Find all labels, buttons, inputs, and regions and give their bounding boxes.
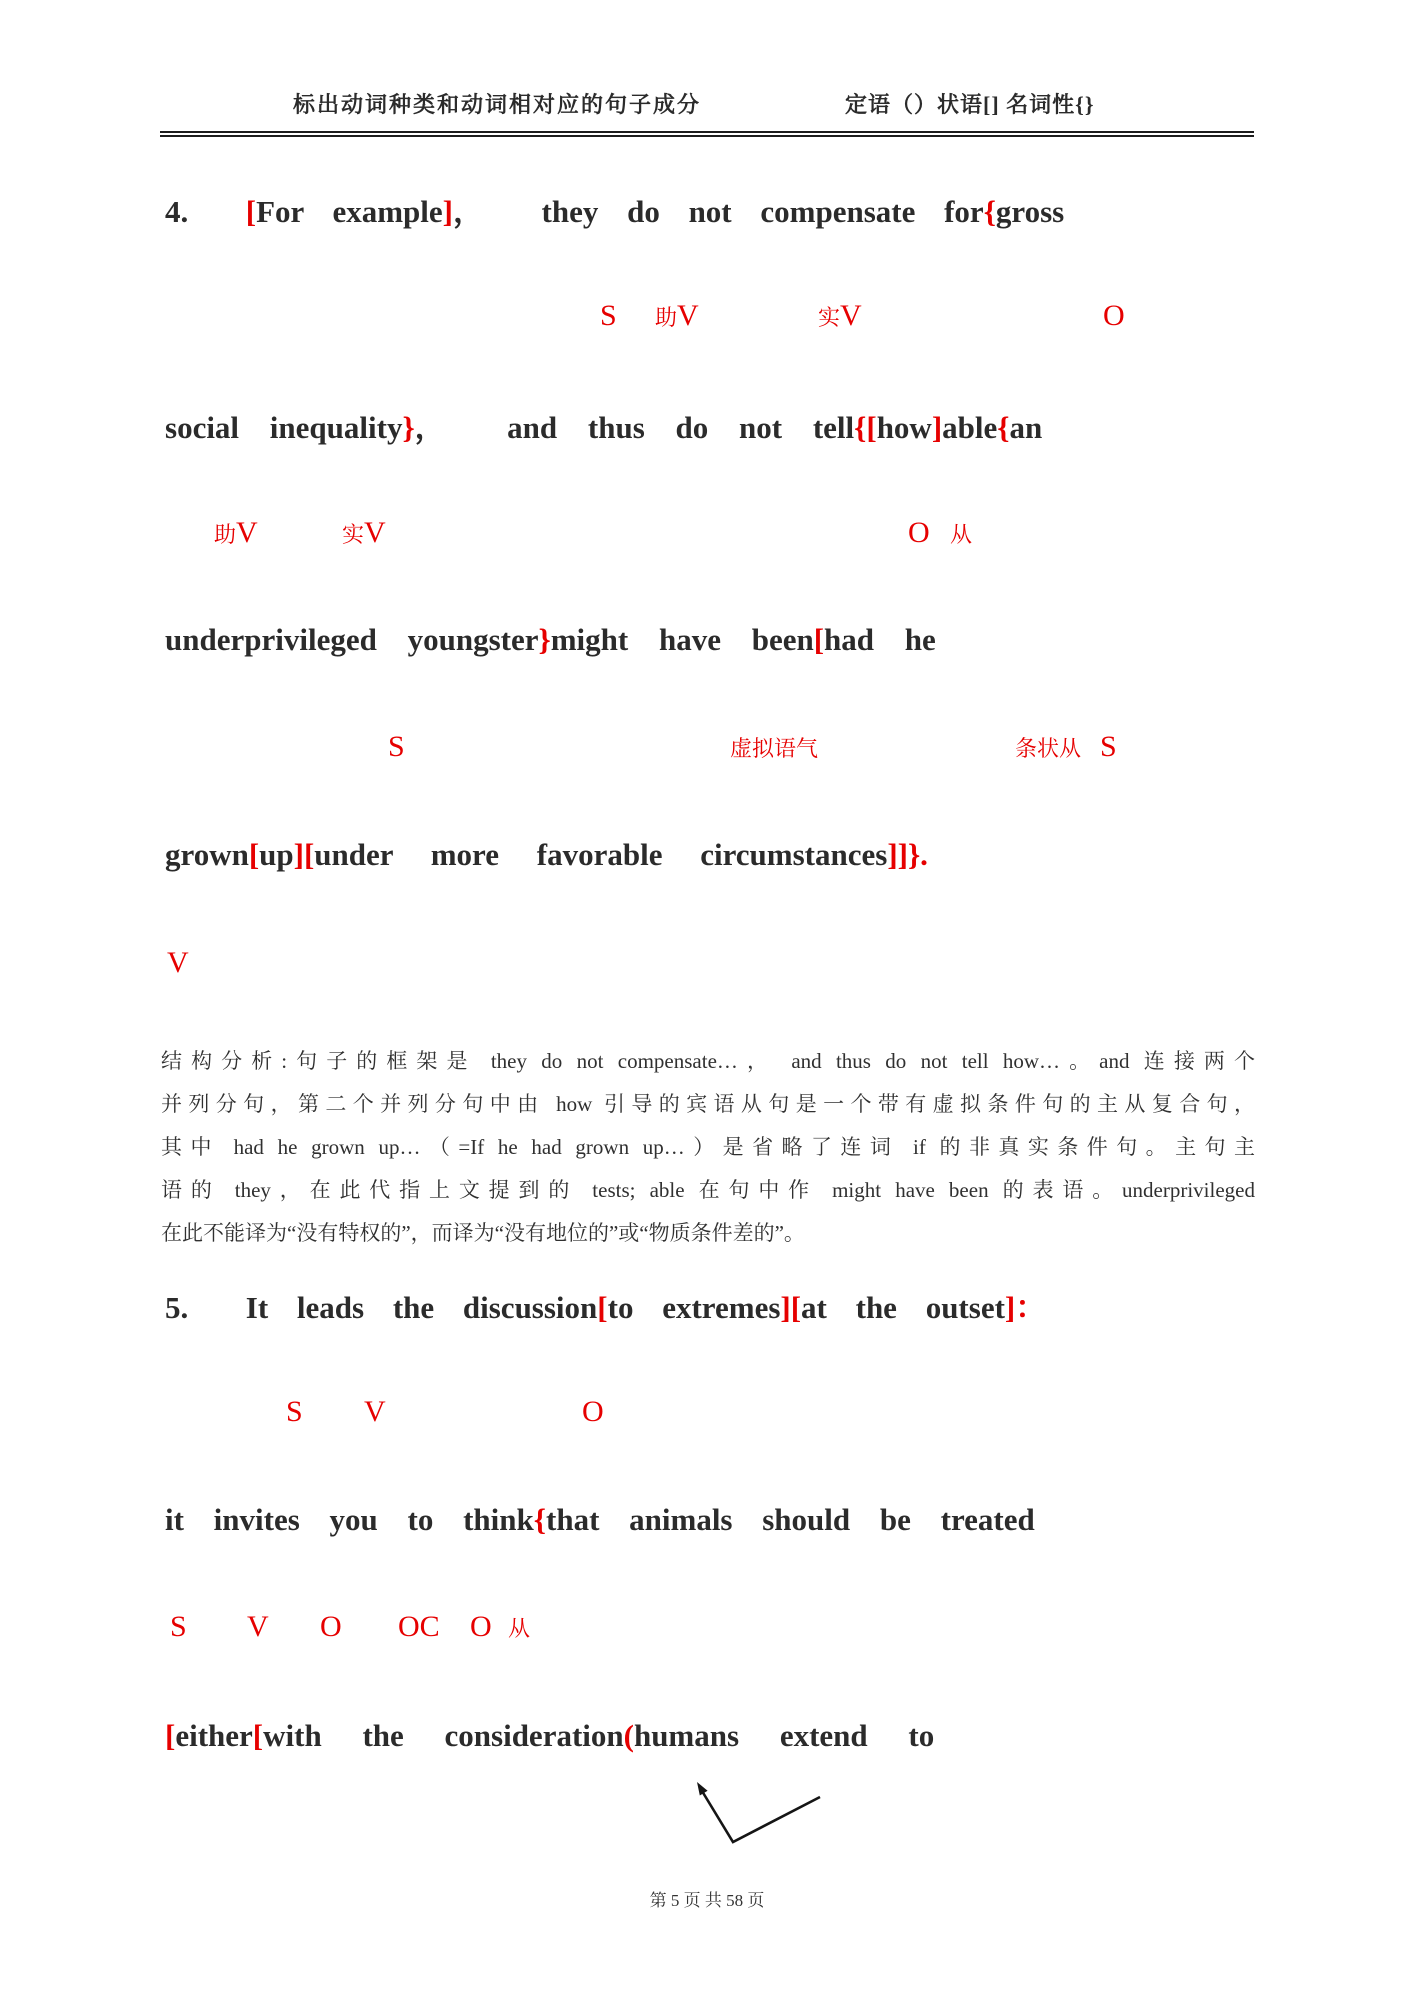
sentence-4-line-3: underprivileged youngster}might have been[had he	[165, 622, 936, 657]
sentence-5-annotation-row-2	[0, 1607, 1414, 1649]
analysis-paragraph-line-3: 其中 had he grown up…（=If he had grown up…）是省略了连词 if 的非真实条件句。主句主	[161, 1135, 1255, 1159]
annotation-main-verb: 实V	[818, 299, 862, 332]
sentence-5-line-1: 5. It leads the discussion[to extremes][at the outset]：	[165, 1290, 1047, 1325]
annotation-object: O	[582, 1395, 604, 1428]
sentence-5-line-2: it invites you to think{that animals should be treated	[165, 1502, 1035, 1537]
sentence-5-line-3: [either[with the consideration(humans extend to	[165, 1718, 935, 1753]
annotation-subject: S	[388, 730, 405, 763]
analysis-paragraph-line-5: 在此不能译为“没有特权的”，而译为“没有地位的”或“物质条件差的”。	[161, 1221, 805, 1245]
annotation-subject: S	[170, 1610, 187, 1643]
annotation-subject: S	[1100, 730, 1117, 763]
annotation-object: O	[320, 1610, 342, 1643]
page-header-left: 标出动词种类和动词相对应的句子成分	[293, 92, 702, 117]
annotation-object-complement: OC	[398, 1610, 440, 1643]
annotation-aux-verb: 助V	[655, 299, 699, 332]
annotation-subject: S	[286, 1395, 303, 1428]
annotation-object: O	[908, 516, 930, 549]
sentence-4-line-4: grown[up][under more favorable circumstances]]}.	[165, 837, 928, 872]
annotation-subject: S	[600, 299, 617, 332]
annotation-clause-marker: 从	[950, 522, 973, 547]
sentence-4-line-1: 4. [For example]， they do not compensate for{gross	[165, 194, 1065, 229]
sentence-5-annotation-row-1	[0, 1392, 1414, 1434]
page-footer: 第 5 页 共 58 页	[649, 1891, 765, 1910]
annotation-clause-marker: 从	[508, 1616, 531, 1641]
sentence-4-annotation-row-1	[0, 296, 1414, 338]
annotation-verb: V	[247, 1610, 269, 1643]
hand-drawn-arrow-icon	[655, 1768, 835, 1853]
sentence-4-annotation-row-4	[0, 943, 1414, 985]
annotation-main-verb: 实V	[342, 516, 386, 549]
annotation-subjunctive-mood: 虚拟语气	[730, 736, 819, 761]
sentence-4-annotation-row-2	[0, 513, 1414, 555]
sentence-4-annotation-row-3	[0, 727, 1414, 769]
annotation-conditional-clause: 条状从	[1015, 736, 1082, 761]
header-rule	[160, 131, 1254, 137]
analysis-paragraph-line-1: 结构分析:句子的框架是 they do not compensate…， and thus do not tell how…。and 连接两个	[161, 1049, 1255, 1073]
annotation-object: O	[1103, 299, 1125, 332]
annotation-aux-verb: 助V	[214, 516, 258, 549]
annotation-verb: V	[364, 1395, 386, 1428]
analysis-paragraph-line-2: 并列分句，第二个并列分句中由 how 引导的宾语从句是一个带有虚拟条件句的主从复合句，	[161, 1092, 1255, 1116]
annotation-verb: V	[167, 946, 189, 979]
analysis-paragraph-line-4: 语的 they，在此代指上文提到的 tests; able 在句中作 might have been 的表语。underprivileged	[161, 1178, 1255, 1202]
sentence-4-line-2: social inequality}， and thus do not tell{[how]able{an	[165, 410, 1043, 445]
annotation-object: O	[470, 1610, 492, 1643]
page-header-right: 定语（）状语[] 名词性{}	[845, 92, 1095, 117]
